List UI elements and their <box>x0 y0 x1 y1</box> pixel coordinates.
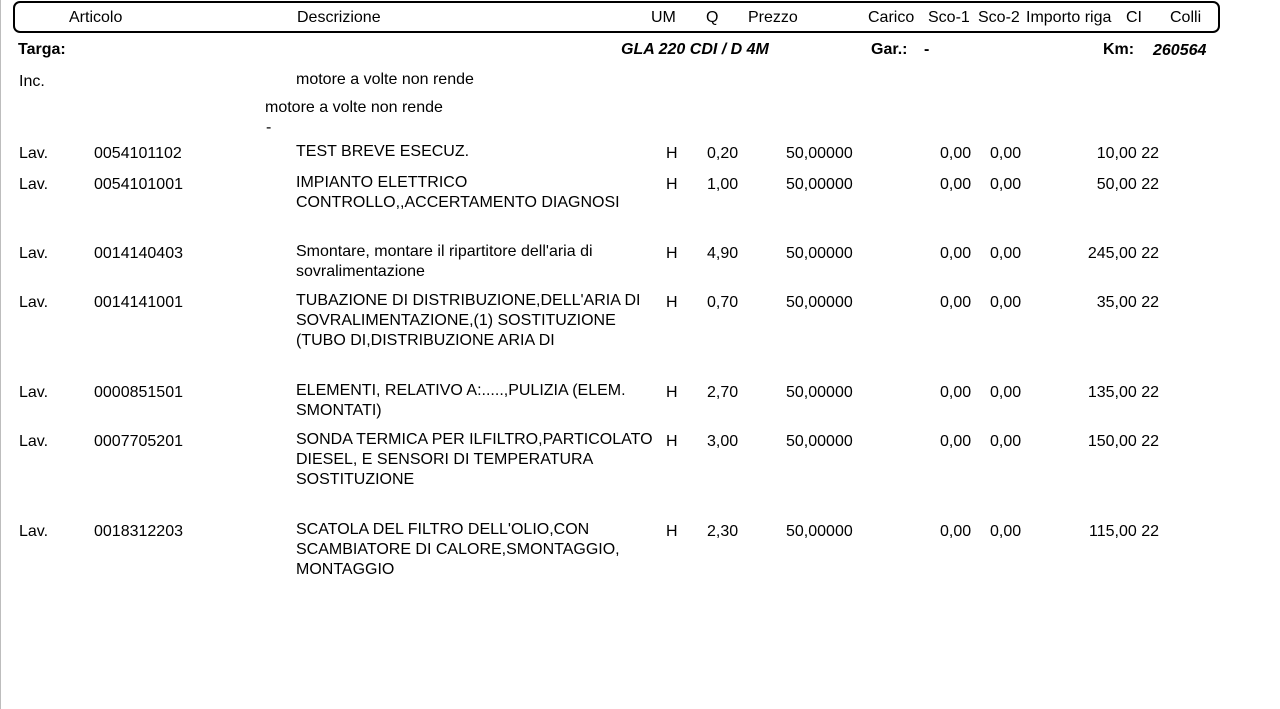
row-um: H <box>666 145 678 162</box>
row-price: 50,00000 <box>786 523 853 540</box>
row-code: 0054101001 <box>94 176 183 193</box>
row-sco1: 0,00 <box>940 245 972 262</box>
header-carico: Carico <box>868 9 915 26</box>
header-q: Q <box>706 9 719 26</box>
row-quantity: 3,00 <box>707 433 739 450</box>
header-colli: Colli <box>1170 9 1202 26</box>
row-code: 0014141001 <box>94 294 183 311</box>
header-articolo: Articolo <box>69 9 123 26</box>
row-price: 50,00000 <box>786 294 853 311</box>
row-type: Lav. <box>19 384 49 401</box>
row-um: H <box>666 176 678 193</box>
row-description: ELEMENTI, RELATIVO A:.....,PULIZIA (ELEM. SMONTATI) <box>296 382 626 419</box>
header-ci: CI <box>1126 9 1142 26</box>
header-sco2: Sco-2 <box>978 9 1020 26</box>
page-left-border <box>0 0 1 709</box>
gar-value: - <box>924 41 930 58</box>
row-quantity: 2,70 <box>707 384 739 401</box>
row-price: 50,00000 <box>786 145 853 162</box>
row-sco1: 0,00 <box>940 384 972 401</box>
row-um: H <box>666 523 678 540</box>
header-um: UM <box>651 9 676 26</box>
row-description: SONDA TERMICA PER ILFILTRO,PARTICOLATO DIESEL, E SENSORI DI TEMPERATURA SOSTITUZIONE <box>296 431 653 488</box>
row-quantity: 2,30 <box>707 523 739 540</box>
inc-note: motore a volte non rende <box>265 99 443 116</box>
row-sco1: 0,00 <box>940 145 972 162</box>
row-sco2: 0,00 <box>990 176 1022 193</box>
inc-dash: - <box>266 119 272 136</box>
row-price: 50,00000 <box>786 245 853 262</box>
targa-label: Targa: <box>18 41 66 58</box>
row-amount: 135,00 22 <box>1087 384 1159 401</box>
row-type: Lav. <box>19 176 49 193</box>
row-sco2: 0,00 <box>990 294 1022 311</box>
row-amount: 50,00 22 <box>1096 176 1159 193</box>
row-amount: 10,00 22 <box>1096 145 1159 162</box>
row-description: TUBAZIONE DI DISTRIBUZIONE,DELL'ARIA DI SOVRALIMENTAZIONE,(1) SOSTITUZIONE (TUBO DI,DISTRIBUZIONE ARIA DI <box>296 292 641 349</box>
vehicle-model: GLA 220 CDI / D 4M <box>621 41 769 58</box>
row-type: Lav. <box>19 294 49 311</box>
row-code: 0000851501 <box>94 384 183 401</box>
inc-description: motore a volte non rende <box>296 71 474 88</box>
row-amount: 245,00 22 <box>1087 245 1159 262</box>
column-header-bar <box>13 1 1220 33</box>
row-um: H <box>666 245 678 262</box>
row-sco1: 0,00 <box>940 433 972 450</box>
header-sco1: Sco-1 <box>928 9 970 26</box>
row-type: Lav. <box>19 145 49 162</box>
row-price: 50,00000 <box>786 433 853 450</box>
row-price: 50,00000 <box>786 384 853 401</box>
row-quantity: 0,70 <box>707 294 739 311</box>
row-quantity: 4,90 <box>707 245 739 262</box>
row-sco2: 0,00 <box>990 145 1022 162</box>
row-type: Lav. <box>19 245 49 262</box>
row-amount: 35,00 22 <box>1096 294 1159 311</box>
row-sco2: 0,00 <box>990 384 1022 401</box>
row-sco1: 0,00 <box>940 176 972 193</box>
row-description: SCATOLA DEL FILTRO DELL'OLIO,CON SCAMBIATORE DI CALORE,SMONTAGGIO, MONTAGGIO <box>296 521 620 578</box>
row-description: TEST BREVE ESECUZ. <box>296 143 470 160</box>
row-quantity: 0,20 <box>707 145 739 162</box>
row-code: 0018312203 <box>94 523 183 540</box>
row-code: 0014140403 <box>94 245 183 262</box>
row-description: Smontare, montare il ripartitore dell'aria di sovralimentazione <box>296 243 593 280</box>
row-amount: 150,00 22 <box>1087 433 1159 450</box>
row-um: H <box>666 384 678 401</box>
row-sco2: 0,00 <box>990 433 1022 450</box>
row-sco2: 0,00 <box>990 523 1022 540</box>
km-label: Km: <box>1103 41 1135 58</box>
row-price: 50,00000 <box>786 176 853 193</box>
row-um: H <box>666 294 678 311</box>
row-description: IMPIANTO ELETTRICO CONTROLLO,,ACCERTAMENTO DIAGNOSI <box>296 174 620 211</box>
row-code: 0054101102 <box>94 145 182 162</box>
gar-label: Gar.: <box>871 41 908 58</box>
header-importo-riga: Importo riga <box>1026 9 1112 26</box>
header-descrizione: Descrizione <box>297 9 381 26</box>
row-um: H <box>666 433 678 450</box>
row-type: Lav. <box>19 433 49 450</box>
row-sco1: 0,00 <box>940 523 972 540</box>
row-sco1: 0,00 <box>940 294 972 311</box>
inc-label: Inc. <box>19 73 45 90</box>
header-prezzo: Prezzo <box>748 9 798 26</box>
km-value: 260564 <box>1153 42 1207 59</box>
row-quantity: 1,00 <box>707 176 739 193</box>
row-type: Lav. <box>19 523 49 540</box>
row-code: 0007705201 <box>94 433 183 450</box>
row-sco2: 0,00 <box>990 245 1022 262</box>
row-amount: 115,00 22 <box>1089 523 1159 540</box>
